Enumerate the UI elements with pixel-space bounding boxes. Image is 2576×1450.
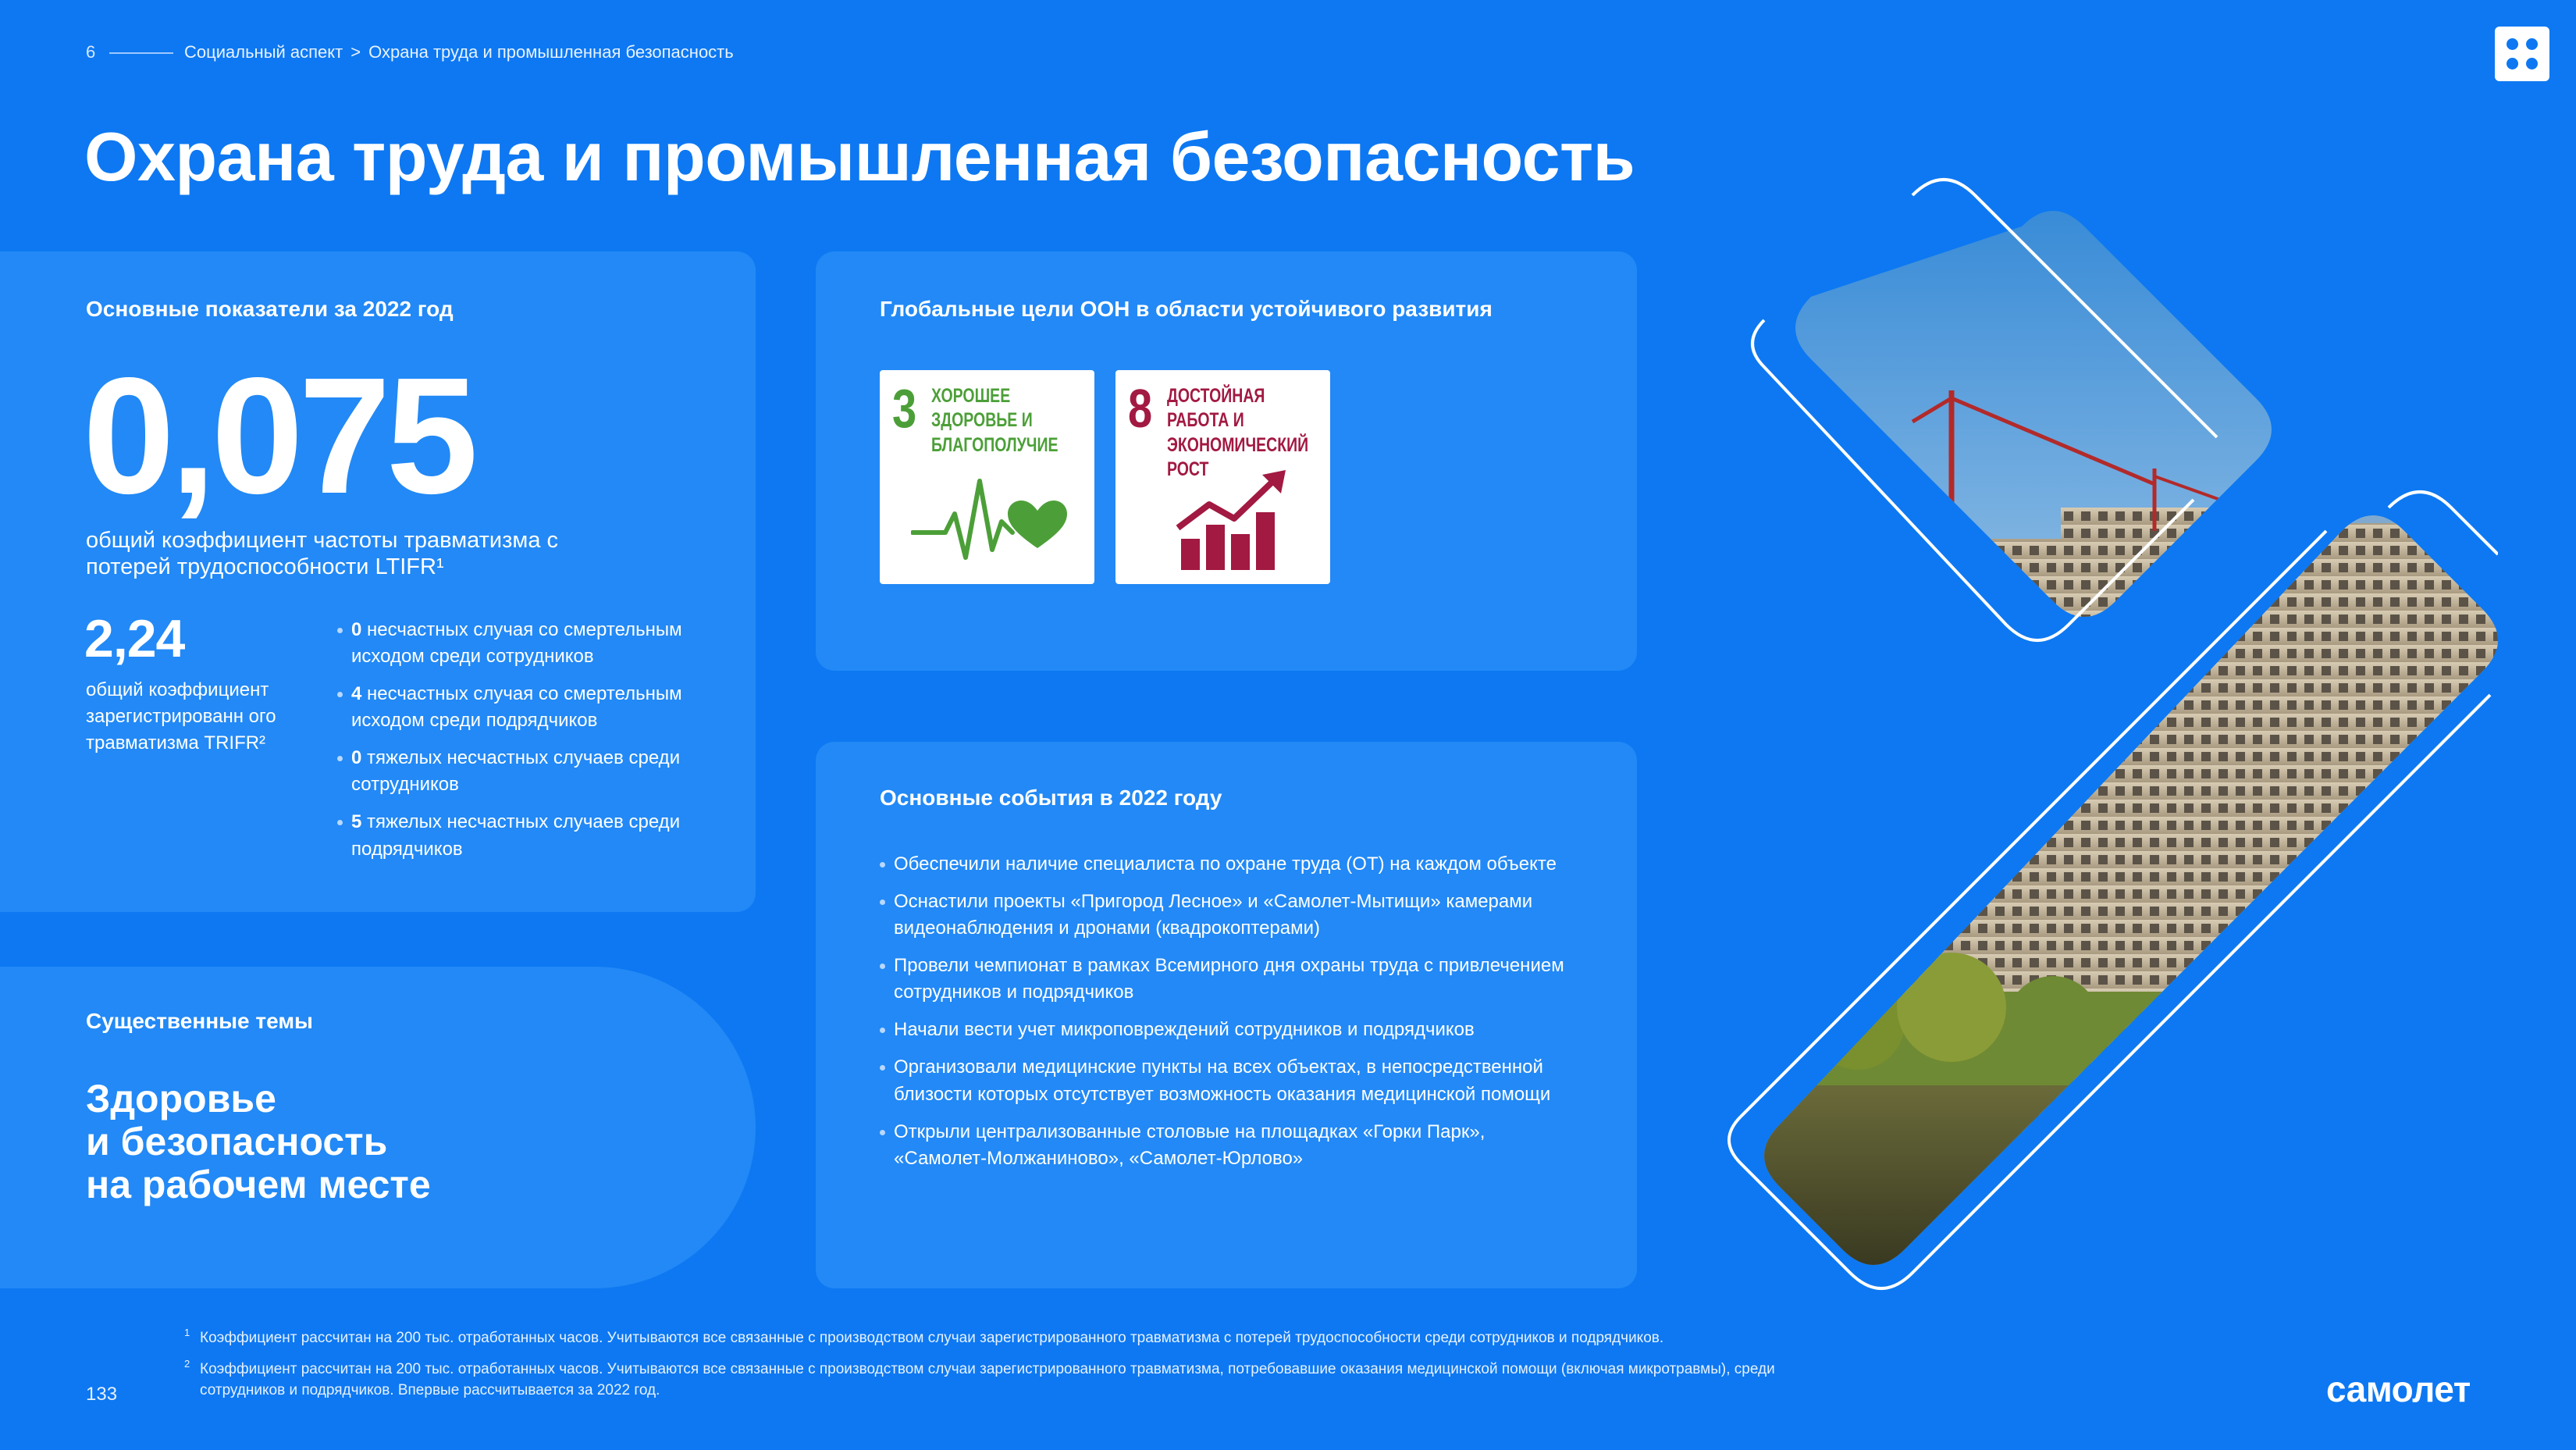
- sdg-goal-title: ХОРОШЕЕ ЗДОРОВЬЕ И БЛАГОПОЛУЧИЕ: [931, 385, 1059, 456]
- list-item: [337, 617, 728, 670]
- brand-logo[interactable]: самолет: [2326, 1369, 2471, 1409]
- topics-body: [86, 1078, 431, 1206]
- breadcrumb: [184, 42, 734, 62]
- footnote-mark: 2: [184, 1357, 190, 1370]
- heartbeat-icon: [911, 464, 1067, 573]
- incident-list: [337, 617, 728, 874]
- sdg-goal-3-tile[interactable]: [880, 370, 1094, 584]
- sdg-goal-title: ДОСТОЙНАЯ РАБОТА И ЭКОНОМИЧЕСКИЙ РОСТ: [1167, 385, 1309, 480]
- events-heading: Основные события в 2022 году: [880, 786, 1222, 810]
- footnote: [184, 1327, 1816, 1349]
- topic-line: и безопасность: [86, 1120, 388, 1163]
- incident-text: тяжелых несчастных случаев среди сотрудников: [351, 747, 681, 796]
- footnote: [184, 1359, 1816, 1402]
- header-divider: [109, 52, 173, 54]
- grid-dot-icon: [2526, 38, 2538, 50]
- sdg-card: [816, 251, 1637, 671]
- topics-heading: Существенные темы: [86, 1009, 313, 1033]
- list-item: Провели чемпионат в рамках Всемирного дня охраны труда с привлечением сотрудников и подрядчиков: [880, 953, 1582, 1006]
- list-item: Обеспечили наличие специалиста по охране труда (ОТ) на каждом объекте: [880, 851, 1582, 878]
- events-card: [816, 742, 1637, 1288]
- chevron-right-icon: >: [350, 42, 361, 62]
- incident-text: несчастных случая со смертельным исходом среди подрядчиков: [351, 683, 682, 732]
- incident-text: тяжелых несчастных случаев среди подрядчиков: [351, 811, 681, 860]
- sdg-heading: Глобальные цели ООН в области устойчивого развития: [880, 297, 1493, 321]
- incident-text: несчастных случая со смертельным исходом среди сотрудников: [351, 619, 682, 668]
- breadcrumb-current: Охрана труда и промышленная безопасность: [368, 42, 734, 62]
- breadcrumb-section-link[interactable]: Социальный аспект: [184, 42, 343, 62]
- incident-count: 4: [351, 683, 362, 705]
- topic-line: на рабочем месте: [86, 1163, 431, 1206]
- incident-count: 5: [351, 811, 362, 833]
- list-item: [337, 681, 728, 734]
- ltifr-description: общий коэффициент частоты травматизма с потерей трудоспособности LTIFR¹: [86, 528, 559, 580]
- list-item: Открыли централизованные столовые на площадках «Горки Парк», «Самолет-Молжаниново», «Самолет-Юрлово»: [880, 1119, 1582, 1172]
- growth-chart-icon: [1147, 464, 1303, 573]
- list-item: [337, 745, 728, 798]
- material-topics-card: [0, 967, 756, 1288]
- trifr-description: общий коэффициент зарегистрированн ого травматизма TRIFR²: [86, 679, 276, 754]
- page-number: 133: [86, 1384, 118, 1405]
- footnote-text: Коэффициент рассчитан на 200 тыс. отработанных часов. Учитываются все связанные с производством случаи зарегистрированного травматизма с потерей трудоспособности среди сотрудников и подрядчиков.: [200, 1330, 1664, 1346]
- incident-count: 0: [351, 619, 362, 640]
- list-item: Оснастили проекты «Пригород Лесное» и «Самолет-Мытищи» камерами видеонаблюдения и дронами (квадрокоптерами): [880, 889, 1582, 942]
- sdg-goal-8-tile[interactable]: [1115, 370, 1330, 584]
- list-item: [337, 809, 728, 862]
- footnote-text: Коэффициент рассчитан на 200 тыс. отработанных часов. Учитываются все связанные с производством случаи зарегистрированного травматизма, потребовавшие оказания медицинской помощи (включая микротравмы), среди сотрудников и подрядчиков. Впервые рассчитывается за 2022 год.: [200, 1360, 1775, 1399]
- grid-dot-icon: [2507, 58, 2518, 69]
- page-title: Охрана труда и промышленная безопасность: [84, 118, 1635, 195]
- sdg-goal-number: 3: [892, 378, 917, 439]
- events-list: [880, 851, 1582, 1183]
- topic-line: Здоровье: [86, 1077, 276, 1120]
- grid-dot-icon: [2526, 58, 2538, 69]
- list-item: Начали вести учет микроповреждений сотрудников и подрядчиков: [880, 1017, 1582, 1043]
- ltifr-value: 0,075: [83, 343, 474, 528]
- trifr-value: 2,24: [84, 609, 185, 668]
- section-page-number: 6: [86, 42, 96, 62]
- construction-photo: [1717, 164, 2498, 1296]
- menu-grid-button[interactable]: [2495, 27, 2549, 81]
- kpi-heading: Основные показатели за 2022 год: [86, 297, 454, 321]
- grid-dot-icon: [2507, 38, 2518, 50]
- footnotes: [184, 1327, 1816, 1411]
- incident-count: 0: [351, 747, 362, 769]
- sdg-goal-number: 8: [1128, 378, 1153, 439]
- footnote-mark: 1: [184, 1327, 190, 1338]
- list-item: Организовали медицинские пункты на всех объектах, в непосредственной близости которых отсутствует возможность оказания медицинской помощи: [880, 1054, 1582, 1107]
- kpi-card: [0, 251, 756, 912]
